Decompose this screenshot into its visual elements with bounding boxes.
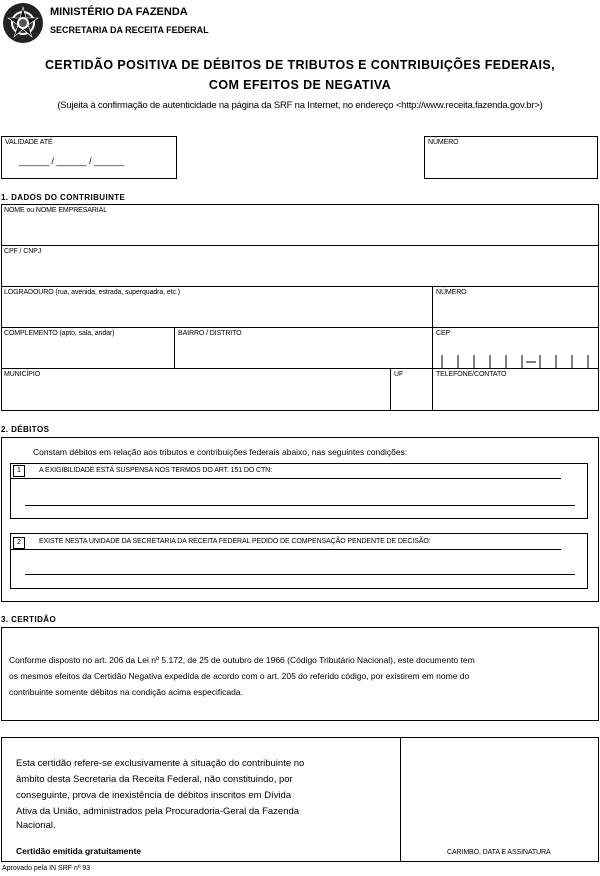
- condition1-text: A EXIGIBILIDADE ESTÁ SUSPENSA NOS TERMOS DO ART. 151 DO CTN:: [39, 467, 272, 474]
- disclaimer-line5: Nacional.: [16, 820, 56, 831]
- section1-title: 1. DADOS DO CONTRIBUINTE: [1, 193, 126, 202]
- phone-field[interactable]: TELEFONE/CONTATO: [436, 371, 507, 378]
- disclaimer-line2: âmbito desta Secretaria da Receita Federal, não constituindo, por: [16, 774, 293, 785]
- validity-label: VALIDADE ATÉ: [5, 139, 53, 146]
- condition2-text: EXISTE NESTA UNIDADE DA SECRETARIA DA RECEITA FEDERAL PEDIDO DE COMPENSAÇÃO PENDENTE DE DECISÃO:: [39, 538, 431, 545]
- city-field[interactable]: MUNICÍPIO: [4, 371, 41, 378]
- brasao-emblem: [2, 2, 44, 44]
- certificate-text-box: [1, 627, 599, 721]
- section3-title: 3. CERTIDÃO: [1, 615, 57, 624]
- validity-box[interactable]: [1, 136, 177, 179]
- certificate-line2: os mesmos efeitos da Certidão Negativa expedida de acordo com o art. 205 do referido código, por existirem em nome do: [9, 671, 470, 681]
- approval-note: Aprovado pela IN SRF nº 93: [2, 865, 91, 872]
- number-label: NÚMERO: [428, 139, 459, 146]
- document-title-line1: CERTIDÃO POSITIVA DE DÉBITOS DE TRIBUTOS E CONTRIBUIÇÕES FEDERAIS,: [44, 58, 555, 72]
- condition2-number: 2: [13, 537, 25, 549]
- document-title-line2: COM EFEITOS DE NEGATIVA: [208, 78, 392, 92]
- certificate-line1: Conforme disposto no art. 206 da Lei nº 5.172, de 25 de outubro de 1966 (Código Tributário Nacional), este documento tem: [9, 655, 475, 665]
- street-field[interactable]: LOGRADOURO (rua, avenida, estrada, superquadra, etc.): [4, 289, 181, 296]
- ministry-name: MINISTÉRIO DA FAZENDA: [50, 6, 188, 18]
- section2-title: 2. DÉBITOS: [1, 425, 50, 434]
- condition1-number: 1: [13, 465, 25, 477]
- disclaimer-line1: Esta certidão refere-se exclusivamente à situação do contribuinte no: [16, 758, 305, 769]
- condition1-box[interactable]: [10, 463, 588, 519]
- name-field[interactable]: NOME ou NOME EMPRESARIAL: [4, 207, 108, 214]
- cep-digit-boxes[interactable]: [438, 352, 598, 368]
- stamp-signature-area[interactable]: CARIMBO, DATA E ASSINATURA: [447, 849, 551, 856]
- taxpayer-data-box: [1, 204, 599, 411]
- free-issue-note: Certidão emitida gratuitamente: [16, 846, 142, 856]
- certificate-line3: contribuinte somente débitos na condição acima especificada.: [9, 687, 243, 697]
- disclaimer-line4: Ativa da União, administrados pela Procuradoria-Geral da Fazenda: [16, 806, 300, 817]
- cpf-cnpj-field[interactable]: CPF / CNPJ: [4, 248, 42, 255]
- secretariat-name: SECRETARIA DA RECEITA FEDERAL: [50, 25, 209, 35]
- cep-label: CEP: [436, 330, 451, 337]
- street-number-field[interactable]: NÚMERO: [436, 289, 467, 296]
- number-box[interactable]: [424, 136, 598, 179]
- complement-field[interactable]: COMPLEMENTO (apto, sala, andar): [4, 330, 115, 337]
- document-subtitle: (Sujeita à confirmação de autenticidade na página da SRF na Internet, no endereço <http://www.receita.fazenda.gov.br>): [57, 100, 543, 111]
- uf-field[interactable]: UF: [394, 371, 404, 378]
- debts-intro: Constam débitos em relação aos tributos e contribuições federais abaixo, nas seguintes condições:: [33, 447, 408, 457]
- disclaimer-line3: conseguinte, prova de inexistência de débitos inscritos em Dívida: [16, 790, 292, 801]
- condition2-box[interactable]: [10, 533, 588, 589]
- district-field[interactable]: BAIRRO / DISTRITO: [178, 330, 242, 337]
- validity-date-field[interactable]: ______ / ______ / ______: [19, 156, 125, 166]
